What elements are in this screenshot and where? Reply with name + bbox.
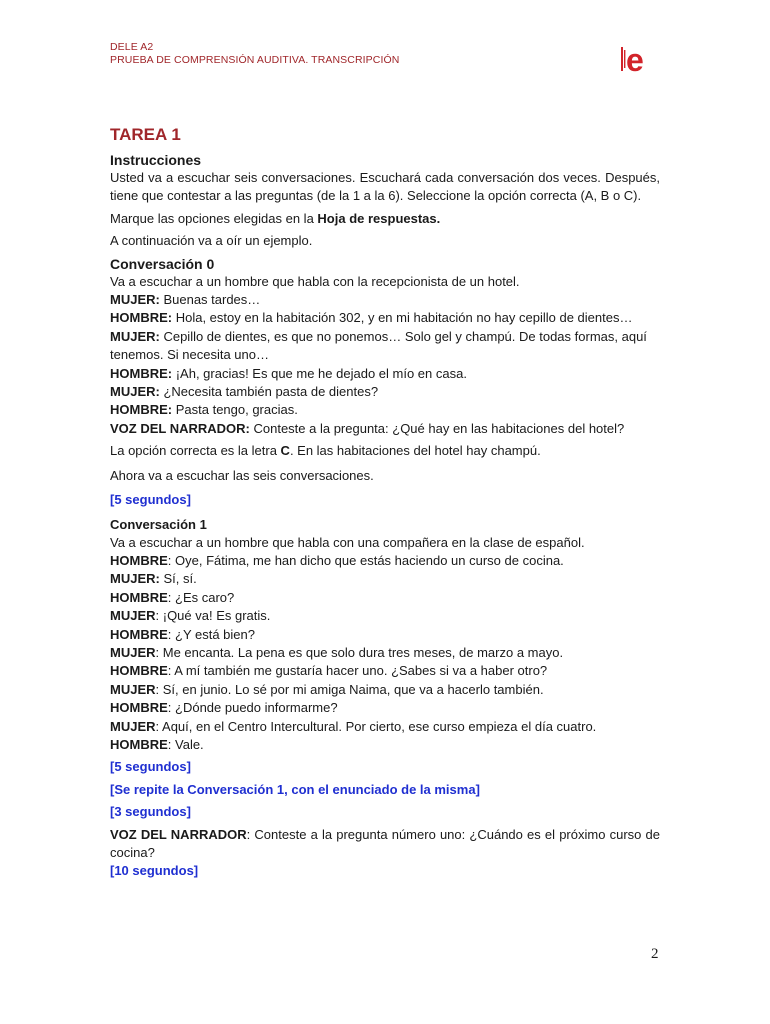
dialogue-text: ¡Ah, gracias! Es que me he dejado el mío en casa. (172, 365, 467, 381)
conversation-0-intro: Va a escuchar a un hombre que habla con la recepcionista de un hotel. (110, 273, 520, 289)
transcription-body (110, 124, 660, 881)
conversation-0-narrator (110, 420, 660, 438)
speaker-label: MUJER: (110, 292, 160, 308)
dialogue-text: Pasta tengo, gracias. (172, 402, 298, 418)
speaker-label: MUJER: (110, 571, 160, 587)
answer-sheet-label: Hoja de respuestas. (317, 210, 441, 226)
dialogue-text: : Oye, Fátima, me han dicho que estás haciendo un curso de cocina. (167, 552, 564, 568)
dialogue-line (110, 626, 660, 644)
narrator-question: : Conteste a la pregunta número uno: ¿Cuándo es el próximo curso de cocina? (110, 826, 660, 860)
dialogue-line (110, 644, 660, 662)
conversation-1-intro: Va a escuchar a un hombre que habla con una compañera en la clase de español. (110, 534, 585, 550)
speaker-label: MUJER: (110, 328, 160, 344)
narrator-label: VOZ DEL NARRADOR: (110, 420, 250, 436)
page-number: 2 (651, 946, 659, 962)
dialogue-line (110, 383, 660, 401)
header-exam-title: PRUEBA DE COMPRENSIÓN AUDITIVA. TRANSCRIPCIÓN (110, 54, 400, 66)
dialogue-line (110, 589, 660, 607)
speaker-label: MUJER (110, 681, 156, 697)
pause-cue: [5 segundos] (110, 759, 191, 775)
task-title: TAREA 1 (110, 125, 181, 144)
instructions-answer-sheet (110, 210, 660, 228)
example-intro: A continuación va a oír un ejemplo. (110, 233, 313, 249)
dialogue-text: : Me encanta. La pena es que solo dura tres meses, de marzo a mayo. (155, 644, 564, 660)
dialogue-line (110, 699, 660, 717)
dialogue-line (110, 291, 660, 309)
pause-cue: [5 segundos] (110, 492, 191, 508)
dialogue-text: : ¿Y está bien? (167, 626, 255, 642)
document-header (110, 41, 399, 67)
speaker-label: MUJER (110, 608, 156, 624)
speaker-label: HOMBRE (110, 589, 168, 605)
next-conversations-text: Ahora va a escuchar las seis conversaciones. (110, 467, 374, 483)
instructions-text: Usted va a escuchar seis conversaciones. Escuchará cada conversación dos veces. Después, tiene que contestar a las preguntas (de la 1 a la 6). Seleccione la opción correcta (A, B o C). (110, 170, 660, 204)
dialogue-line (110, 309, 660, 327)
dialogue-text: : ¡Qué va! Es gratis. (155, 608, 271, 624)
speaker-label: HOMBRE: (110, 365, 173, 381)
dialogue-text: Sí, sí. (159, 571, 197, 587)
speaker-label: HOMBRE: (110, 310, 173, 326)
dialogue-text: : Vale. (167, 736, 204, 752)
answer-pre: La opción correcta es la letra (110, 443, 281, 459)
dialogue-line (110, 607, 660, 625)
speaker-label: HOMBRE (110, 663, 168, 679)
dialogue-text: : ¿Es caro? (167, 589, 235, 605)
speaker-label: MUJER (110, 644, 156, 660)
speaker-label: HOMBRE (110, 700, 168, 716)
pause-cue: [3 segundos] (110, 804, 191, 820)
dialogue-text: : ¿Dónde puedo informarme? (167, 700, 338, 716)
dialogue-line (110, 401, 660, 419)
dialogue-text: : Sí, en junio. Lo sé por mi amiga Naima, que va a hacerlo también. (155, 681, 544, 697)
conversation-0-answer (110, 442, 660, 460)
conversation-1-dialogue (110, 552, 660, 754)
dialogue-text: Buenas tardes… (159, 292, 261, 308)
instituto-cervantes-e-logo-icon (621, 44, 657, 76)
dialogue-text: Hola, estoy en la habitación 302, y en mi habitación no hay cepillo de dientes… (172, 310, 633, 326)
answer-letter: C (280, 443, 290, 459)
speaker-label: HOMBRE (110, 552, 168, 568)
dialogue-text: Cepillo de dientes, es que no ponemos… Solo gel y champú. De todas formas, aquí tenemos. Si necesita uno… (110, 328, 647, 363)
dialogue-text: : A mí también me gustaría hacer uno. ¿Sabes si va a haber otro? (167, 663, 548, 679)
conversation-0-heading: Conversación 0 (110, 255, 215, 272)
pause-cue: [10 segundos] (110, 863, 199, 879)
dialogue-line (110, 365, 660, 383)
narrator-question: Conteste a la pregunta: ¿Qué hay en las habitaciones del hotel? (249, 420, 625, 436)
conversation-1-heading: Conversación 1 (110, 516, 207, 532)
conversation-1-narrator (110, 826, 660, 863)
conversation-0-dialogue (110, 291, 660, 420)
speaker-label: MUJER (110, 718, 156, 734)
repeat-cue: [Se repite la Conversación 1, con el enunciado de la misma] (110, 781, 480, 797)
answer-post: . En las habitaciones del hotel hay champú. (289, 443, 541, 459)
instructions-answer-sheet-text: Marque las opciones elegidas en la (110, 210, 318, 226)
narrator-label: VOZ DEL NARRADOR (110, 826, 247, 842)
dialogue-line (110, 552, 660, 570)
dialogue-line (110, 718, 660, 736)
speaker-label: HOMBRE (110, 736, 168, 752)
header-exam-level: DELE A2 (110, 41, 154, 53)
logo-letter: e (626, 44, 644, 76)
instructions-heading: Instrucciones (110, 152, 202, 168)
dialogue-line (110, 328, 660, 365)
dialogue-line (110, 570, 660, 588)
speaker-label: HOMBRE: (110, 402, 173, 418)
dialogue-line (110, 681, 660, 699)
dialogue-text: ¿Necesita también pasta de dientes? (159, 384, 379, 400)
dialogue-text: : Aquí, en el Centro Intercultural. Por cierto, ese curso empieza el día cuatro. (155, 718, 597, 734)
dialogue-line (110, 662, 660, 680)
dialogue-line (110, 736, 660, 754)
speaker-label: HOMBRE (110, 626, 168, 642)
speaker-label: MUJER: (110, 384, 160, 400)
